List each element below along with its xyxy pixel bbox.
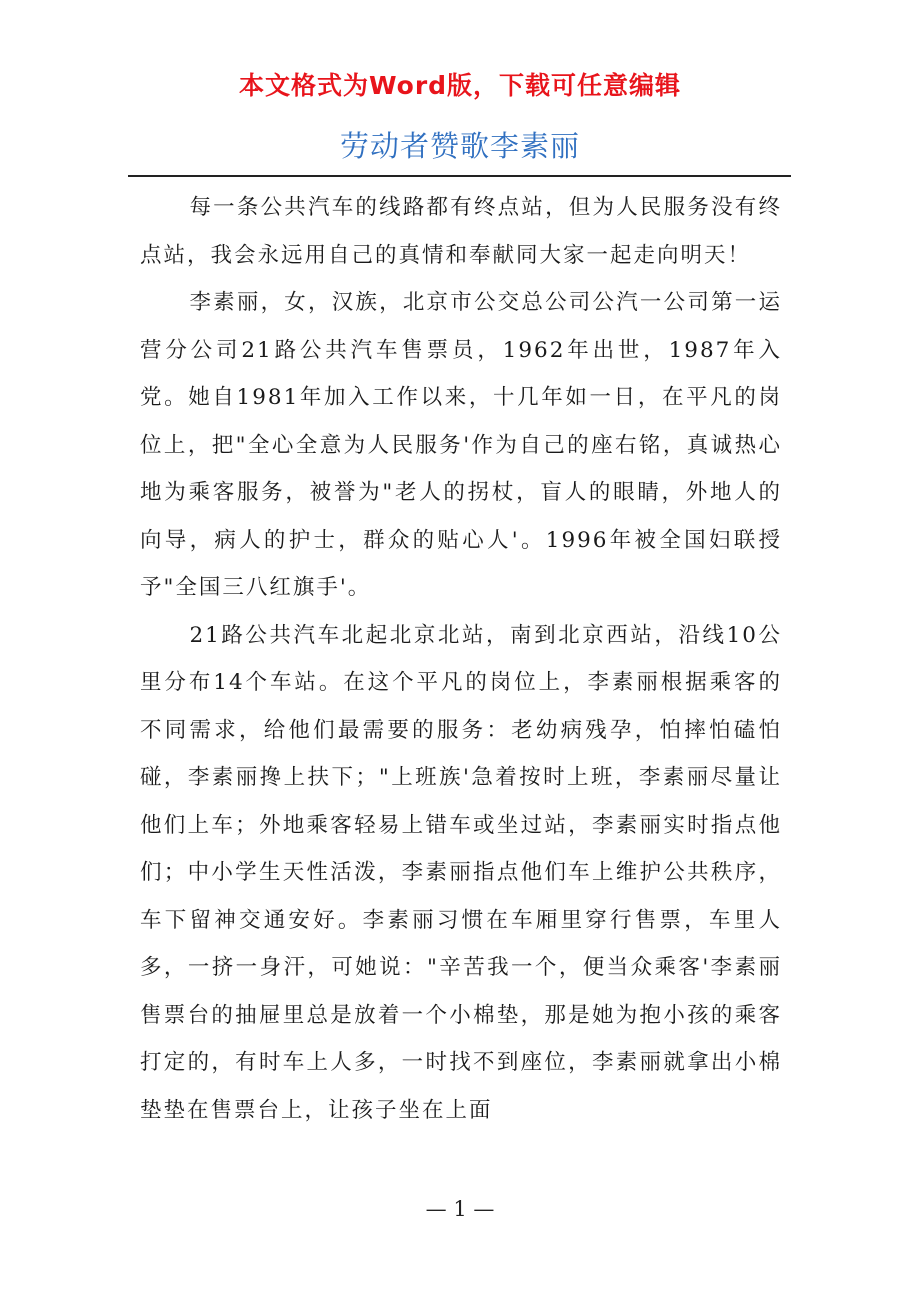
document-body: [140, 184, 782, 1134]
page-number: — 1 —: [425, 1197, 495, 1221]
paragraph-route-service: 21路公共汽车北起北京北站，南到北京西站，沿线10公里分布14个车站。在这个平凡的岗位上，李素丽根据乘客的不同需求，给他们最需要的服务：老幼病残孕，怕摔怕磕怕碰，李素丽搀上扶下；"上班族'急着按时上班，李素丽尽量让他们上车；外地乘客轻易上错车或坐过站，李素丽实时指点他们；中小学生天性活泼，李素丽指点他们车上维护公共秩序，车下留神交通安好。李素丽习惯在车厢里穿行售票，车里人多，一挤一身汗，可她说："辛苦我一个，便当众乘客'李素丽售票台的抽屉里总是放着一个小棉垫，那是她为抱小孩的乘客打定的，有时车上人多，一时找不到座位，李素丽就拿出小棉垫垫在售票台上，让孩子坐在上面: [140, 622, 782, 1123]
paragraph-biography: 李素丽，女，汉族，北京市公交总公司公汽一公司第一运营分公司21路公共汽车售票员，1962年出世，1987年入党。她自1981年加入工作以来，十几年如一日，在平凡的岗位上，把"全心全意为人民服务'作为自己的座右铭，真诚热心地为乘客服务，被誉为"老人的拐杖，盲人的眼睛，外地人的向导，病人的护士，群众的贴心人'。1996年被全国妇联授予"全国三八红旗手'。: [140, 290, 782, 600]
title-divider: [128, 175, 791, 177]
paragraph-quote: 每一条公共汽车的线路都有终点站，但为人民服务没有终点站，我会永远用自己的真情和奉献同大家一起走向明天！: [140, 195, 782, 268]
format-banner: 本文格式为Word版，下载可任意编辑: [238, 71, 682, 100]
document-title: 劳动者赞歌李素丽: [339, 129, 580, 163]
